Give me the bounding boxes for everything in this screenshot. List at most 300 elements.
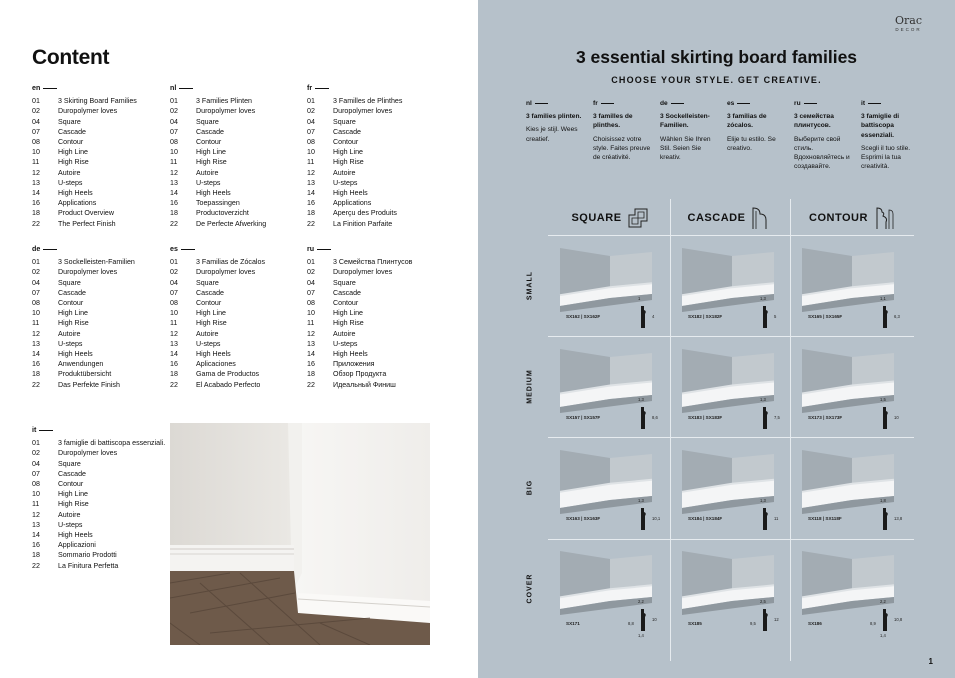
toc-title: 3 Familles de Plinthes [333,97,403,106]
toc-entry[interactable] [307,127,447,137]
toc-title: 3 Families Plinten [196,97,252,106]
toc-title: High Rise [333,319,364,328]
orac-logo [895,14,922,32]
toc-page-number: 13 [307,178,315,187]
toc-page-number: 02 [170,268,178,277]
toc-entry[interactable] [307,198,447,208]
profile-width: 1,8 [880,498,886,503]
toc-page-number: 04 [170,278,178,287]
profile-section-icon [758,304,777,330]
language-code: es [170,244,310,254]
profile-section-icon [878,304,894,330]
column-contour-label: CONTOUR [809,212,868,224]
toc-title: Cascade [196,127,224,136]
toc-title: Duropolymer loves [196,268,256,277]
language-code: nl [170,83,310,93]
toc-entry[interactable] [307,329,447,339]
toc-entry[interactable] [32,318,172,328]
toc-page-number: 11 [307,319,315,328]
toc-page-number: 04 [32,278,40,287]
toc-title: High Heels [333,350,368,359]
toc-title: Autoire [58,168,81,177]
column-square-label: SQUARE [571,212,622,224]
toc-page-number: 22 [170,380,178,389]
toc-entry[interactable] [32,561,172,571]
toc-page-number: 18 [170,209,178,218]
toc-title: Square [58,117,81,126]
profile-section-icon [878,405,894,431]
toc-page-number: 04 [32,459,40,468]
toc-page-number: 02 [307,268,315,277]
toc-title: High Rise [58,500,89,509]
toc-entry[interactable] [32,550,172,560]
toc-title: Autoire [333,168,356,177]
toc-entry[interactable] [32,459,172,469]
toc-entry[interactable] [307,257,447,267]
toc-title: Applications [58,199,97,208]
toc-entry[interactable] [170,147,310,157]
intro-heading: 3 Sockelleisten-Familien. [660,113,710,130]
toc-title: Square [333,278,356,287]
toc-page-number: 01 [307,258,315,267]
toc-title: High Heels [333,189,368,198]
grid-divider [548,235,914,236]
toc-title: U-steps [58,339,83,348]
toc-page-number: 08 [170,138,178,147]
toc-title: 3 Familias de Zócalos [196,258,265,267]
skirting-render [674,440,792,538]
toc-title: High Line [58,148,88,157]
toc-entry[interactable] [170,278,310,288]
toc-entry[interactable] [32,137,172,147]
toc-title: 3 Skirting Board Families [58,97,137,106]
profile-section-icon [636,304,655,330]
toc-entry[interactable] [170,188,310,198]
toc-page-number: 08 [307,138,315,147]
product-cell[interactable] [552,238,672,338]
toc-page-number: 08 [32,299,40,308]
toc-title: U-steps [196,178,221,187]
product-code: SX183 | SX183F [688,415,723,420]
toc-entry[interactable] [307,168,447,178]
intro-it [861,99,923,171]
product-cell[interactable] [794,541,914,641]
logo-name: Orac [895,14,922,27]
column-cascade-label: CASCADE [687,212,746,224]
toc-entry[interactable] [170,329,310,339]
toc-page-number: 12 [170,168,178,177]
toc-entry[interactable] [170,257,310,267]
toc-entry[interactable] [307,278,447,288]
toc-entry[interactable] [170,380,310,390]
toc-title: Autoire [58,510,81,519]
toc-entry[interactable] [307,349,447,359]
toc-title: Cascade [196,288,224,297]
profile-inner-height: 8,9 [870,621,876,626]
toc-entry[interactable] [170,127,310,137]
profile-width: 2,2 [880,599,886,604]
toc-entry[interactable] [32,489,172,499]
toc-entry[interactable] [32,117,172,127]
toc-entry[interactable] [170,349,310,359]
profile-width: 1,3 [638,498,644,503]
product-cell[interactable] [794,440,914,540]
toc-entry[interactable] [307,308,447,318]
intro-nl [526,99,588,144]
toc-page-number: 16 [32,199,40,208]
intro-heading: 3 familles de plinthes. [593,113,633,130]
toc-page-number: 13 [32,339,40,348]
toc-entry[interactable] [32,530,172,540]
toc-entry[interactable] [32,308,172,318]
intro-body: Elije tu estilo. Se creativo. [727,135,776,152]
toc-entry[interactable] [170,178,310,188]
toc-title: Duropolymer loves [333,268,393,277]
profile-width: 1,3 [760,498,766,503]
product-cell[interactable] [552,440,672,540]
toc-entry[interactable] [32,198,172,208]
row-label-big: BIG [526,479,534,496]
product-cell[interactable] [674,339,794,439]
column-cascade [670,199,790,237]
toc-entry[interactable] [170,96,310,106]
toc-page-number: 02 [32,268,40,277]
skirting-render [794,440,912,538]
toc-page-number: 14 [32,189,40,198]
skirting-photo [170,423,430,645]
toc-entry[interactable] [32,188,172,198]
toc-page-number: 13 [307,339,315,348]
intro-heading: 3 семейства плинтусов. [794,113,834,130]
toc-entry[interactable] [170,359,310,369]
toc-page-number: 11 [170,158,178,167]
toc-column-fr [307,83,447,229]
toc-title: Autoire [333,329,356,338]
profile-inner-height: 9,5 [750,621,756,626]
toc-entry[interactable] [32,349,172,359]
toc-page-number: 01 [307,97,315,106]
toc-title: Square [58,278,81,287]
toc-title: Contour [196,138,222,147]
toc-page-number: 04 [32,117,40,126]
product-cell[interactable] [794,339,914,439]
toc-page-number: 08 [32,138,40,147]
toc-page-number: 01 [170,97,178,106]
toc-page-number: 11 [170,319,178,328]
product-code: SX162 | SX162F [566,314,601,319]
toc-title: Cascade [58,288,86,297]
profile-section-icon [758,607,774,633]
toc-entry[interactable] [307,298,447,308]
product-cell[interactable] [552,541,672,641]
toc-page-number: 08 [32,480,40,489]
intro-language-code: nl [526,99,588,108]
toc-title: High Rise [58,158,89,167]
toc-title: The Perfect Finish [58,219,116,228]
toc-title: 3 famiglie di battiscopa essenziali. [58,439,166,448]
row-label-small: SMALL [526,270,534,301]
toc-entry[interactable] [32,208,172,218]
page-title: 3 essential skirting board families [575,47,858,67]
toc-page-number: 08 [307,299,315,308]
toc-entry[interactable] [32,257,172,267]
skirting-render [794,238,912,336]
product-cell[interactable] [674,541,794,641]
toc-title: Идеальный Финиш [333,380,396,389]
toc-entry[interactable] [307,219,447,229]
product-code: SX165 | SX165F [808,314,843,319]
toc-entry[interactable] [170,288,310,298]
toc-entry[interactable] [32,510,172,520]
product-cell[interactable] [794,238,914,338]
toc-entry[interactable] [32,96,172,106]
toc-entry[interactable] [32,499,172,509]
toc-page-number: 07 [170,288,178,297]
toc-entry[interactable] [32,267,172,277]
toc-title: Cascade [58,469,86,478]
toc-title: Contour [58,138,84,147]
toc-title: El Acabado Perfecto [196,380,261,389]
toc-entry[interactable] [32,288,172,298]
profile-height: 10 [894,415,899,420]
toc-entry[interactable] [32,438,172,448]
toc-entry[interactable] [32,147,172,157]
toc-title: Square [58,459,81,468]
toc-page-number: 18 [307,209,315,218]
toc-entry[interactable] [307,380,447,390]
profile-width: 2,5 [760,599,766,604]
toc-page-number: 18 [32,209,40,218]
toc-title: Contour [333,138,359,147]
toc-entry[interactable] [307,359,447,369]
toc-entry[interactable] [32,520,172,530]
toc-page-number: 04 [307,117,315,126]
toc-page-number: 16 [307,360,315,369]
toc-entry[interactable] [307,178,447,188]
toc-entry[interactable] [307,106,447,116]
language-code: fr [307,83,447,93]
intro-heading: 3 famiglie di battiscopa essenziali. [861,113,900,139]
profile-width: 1,1 [880,296,886,301]
toc-entry[interactable] [32,339,172,349]
toc-page-number: 18 [32,551,40,560]
toc-page-number: 14 [32,350,40,359]
toc-page-number: 14 [307,189,315,198]
profile-section-icon [758,506,774,532]
toc-entry[interactable] [170,198,310,208]
skirting-render [552,238,670,336]
toc-title: Sommario Prodotti [58,551,117,560]
profile-height: 11 [774,516,779,521]
toc-title: Produktübersicht [58,370,112,379]
toc-title: Cascade [333,127,361,136]
toc-page-number: 22 [32,380,40,389]
toc-page-number: 01 [170,258,178,267]
toc-title: High Rise [196,158,227,167]
toc-entry[interactable] [170,157,310,167]
toc-entry[interactable] [307,188,447,198]
toc-title: Cascade [333,288,361,297]
toc-title: High Line [58,490,88,499]
toc-entry[interactable] [307,288,447,298]
toc-page-number: 11 [32,319,40,328]
toc-entry[interactable] [32,329,172,339]
profile-section-icon [758,405,774,431]
profile-height: 5 [774,314,777,319]
toc-page-number: 16 [32,360,40,369]
toc-title: High Line [333,309,363,318]
column-contour [790,199,914,237]
toc-title: Contour [333,299,359,308]
toc-page-number: 13 [32,520,40,529]
profile-base: 1,4 [880,633,886,638]
toc-entry[interactable] [170,369,310,379]
toc-page-number: 02 [32,449,40,458]
toc-entry[interactable] [170,298,310,308]
skirting-render [674,339,792,437]
toc-entry[interactable] [307,96,447,106]
intro-language-code: it [861,99,923,108]
toc-page-number: 12 [307,329,315,338]
toc-page-number: 16 [170,199,178,208]
toc-page-number: 12 [32,329,40,338]
toc-title: Duropolymer loves [58,449,118,458]
language-code: it [32,425,172,435]
toc-entry[interactable] [32,157,172,167]
profile-height: 7,5 [774,415,780,420]
intro-body: Scegli il tuo stile. Esprimi la tua creatività. [861,144,911,171]
toc-page-number: 08 [170,299,178,308]
toc-entry[interactable] [32,540,172,550]
toc-entry[interactable] [32,127,172,137]
intro-ru [794,99,856,171]
product-code: SX157 | SX157F [566,415,601,420]
toc-title: 3 Семейства Плинтусов [333,258,413,267]
skirting-render [674,238,792,336]
contour-profile-icon [873,206,895,230]
toc-page-number: 12 [307,168,315,177]
toc-page-number: 18 [307,370,315,379]
toc-entry[interactable] [170,117,310,127]
toc-page-number: 04 [307,278,315,287]
toc-entry[interactable] [170,168,310,178]
toc-page-number: 11 [32,158,40,167]
content-title: Content [32,46,110,69]
product-cell[interactable] [674,238,794,338]
product-cell[interactable] [552,339,672,439]
toc-page-number: 22 [32,561,40,570]
toc-title: High Heels [58,189,93,198]
toc-entry[interactable] [32,298,172,308]
toc-title: Das Perfekte Finish [58,380,120,389]
toc-column-nl [170,83,310,229]
toc-entry[interactable] [32,479,172,489]
toc-entry[interactable] [307,157,447,167]
toc-title: Autoire [196,168,219,177]
square-profile-icon [627,207,649,229]
toc-entry[interactable] [307,208,447,218]
toc-page-number: 13 [32,178,40,187]
toc-page-number: 11 [32,500,40,509]
toc-entry[interactable] [32,448,172,458]
toc-page-number: 10 [32,309,40,318]
toc-entry[interactable] [32,106,172,116]
toc-title: U-steps [333,339,358,348]
toc-entry[interactable] [170,106,310,116]
profile-height: 10,8 [894,617,903,622]
product-code: SX171 [566,621,580,626]
toc-entry[interactable] [32,469,172,479]
toc-page-number: 02 [307,107,315,116]
toc-entry[interactable] [170,137,310,147]
intro-es [727,99,789,153]
profile-width: 2,2 [638,599,644,604]
toc-title: High Heels [58,531,93,540]
toc-entry[interactable] [170,308,310,318]
toc-entry[interactable] [307,369,447,379]
toc-entry[interactable] [170,339,310,349]
toc-entry[interactable] [170,267,310,277]
profile-width: 1,3 [638,397,644,402]
toc-page-number: 22 [307,380,315,389]
toc-entry[interactable] [307,267,447,277]
product-code: SX184 | SX184F [688,516,723,521]
toc-entry[interactable] [32,278,172,288]
toc-entry[interactable] [307,339,447,349]
toc-entry[interactable] [32,369,172,379]
toc-page-number: 07 [307,127,315,136]
toc-title: Aplicaciones [196,360,236,369]
product-cell[interactable] [674,440,794,540]
toc-page-number: 11 [307,158,315,167]
toc-entry[interactable] [32,219,172,229]
toc-page-number: 07 [32,469,40,478]
toc-entry[interactable] [307,137,447,147]
toc-title: High Line [333,148,363,157]
toc-entry[interactable] [307,147,447,157]
intro-body: Choisissez votre style. Faites preuve de créativité. [593,135,651,162]
toc-page-number: 07 [170,127,178,136]
language-code: de [32,244,172,254]
toc-entry[interactable] [32,359,172,369]
profile-width: 1,3 [760,296,766,301]
toc-title: Applicazioni [58,541,96,550]
profile-section-icon [636,607,652,633]
toc-entry[interactable] [32,168,172,178]
toc-title: Gama de Productos [196,370,260,379]
toc-entry[interactable] [170,318,310,328]
toc-entry[interactable] [307,318,447,328]
toc-entry[interactable] [170,208,310,218]
profile-section-icon [878,506,894,532]
intro-fr [593,99,655,162]
toc-title: High Line [58,309,88,318]
toc-page-number: 16 [32,541,40,550]
toc-title: High Rise [333,158,364,167]
toc-entry[interactable] [170,219,310,229]
toc-title: Autoire [58,329,81,338]
toc-title: High Rise [58,319,89,328]
intro-language-code: ru [794,99,856,108]
toc-title: Square [196,278,219,287]
intro-language-code: fr [593,99,655,108]
toc-column-it [32,425,172,571]
toc-entry[interactable] [32,178,172,188]
toc-entry[interactable] [307,117,447,127]
intro-body: Выберите свой стиль. Вдохновляйтесь и создавайте. [794,135,850,171]
toc-title: De Perfecte Afwerking [196,219,267,228]
toc-entry[interactable] [32,380,172,390]
